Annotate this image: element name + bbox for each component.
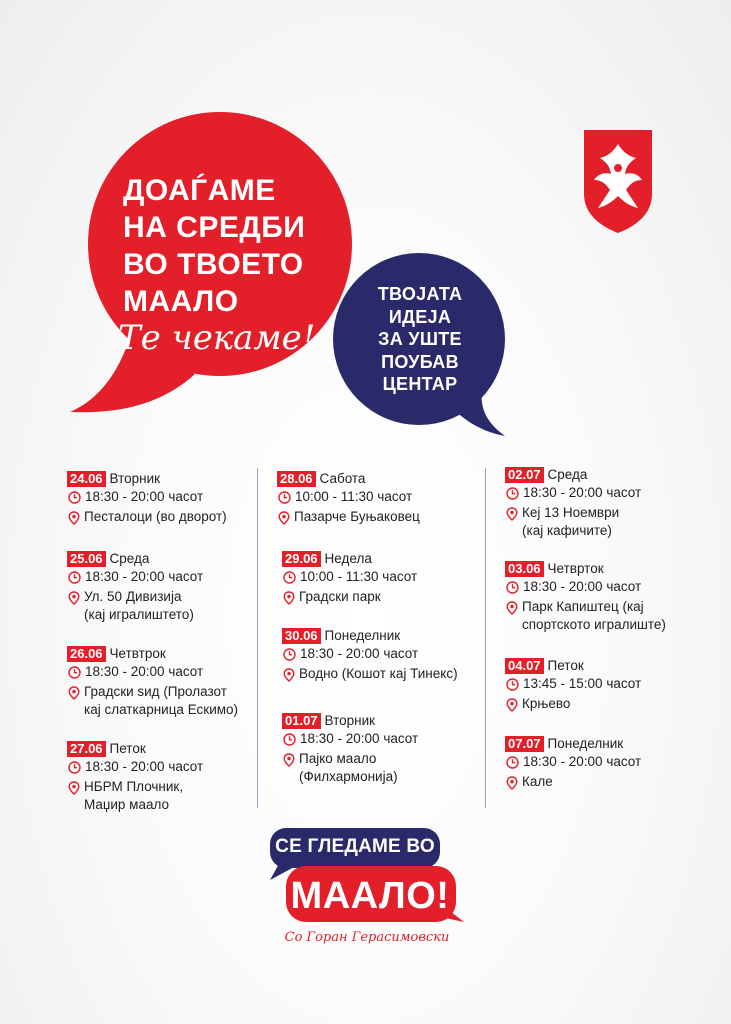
event-time: 10:00 - 11:30 часот [300, 568, 418, 584]
event-time: 18:30 - 20:00 часот [523, 578, 642, 594]
clock-icon [278, 488, 291, 509]
event-place: Градски ѕид (Пролазот кај слаткарница Ескимо) [84, 684, 239, 717]
event-day: Петок [547, 658, 584, 673]
clock-icon [506, 753, 519, 774]
location-pin-icon [506, 773, 518, 795]
event-place: Песталоци (во дворот) [84, 509, 227, 524]
event-day: Вторник [324, 713, 376, 728]
column-divider [257, 468, 258, 808]
event-day: Вторник [109, 471, 161, 486]
location-pin-icon [68, 588, 80, 610]
event-date: 02.07 [505, 467, 544, 483]
clock-icon [506, 578, 519, 599]
event-date: 27.06 [67, 741, 106, 757]
event-time: 18:30 - 20:00 часот [523, 753, 642, 769]
event-place: Кале [522, 774, 553, 789]
event-item [505, 560, 666, 633]
event-day: Сабота [319, 471, 366, 486]
clock-icon [283, 730, 296, 751]
clock-icon [68, 663, 81, 684]
event-day: Среда [109, 551, 150, 566]
event-time: 18:30 - 20:00 часот [300, 645, 419, 661]
event-place: Парк Капиштец (кај спортското игралиште) [522, 599, 666, 632]
clock-icon [68, 568, 81, 589]
location-pin-icon [68, 683, 80, 705]
event-day: Четвтрок [109, 646, 166, 661]
phoenix-shield-icon [580, 126, 656, 236]
location-pin-icon [68, 778, 80, 800]
event-date: 30.06 [282, 628, 321, 644]
event-time: 18:30 - 20:00 часот [300, 730, 419, 746]
event-date: 26.06 [67, 646, 106, 662]
event-place: Кеј 13 Ноември (кај кафичите) [522, 505, 620, 538]
event-place: Ул. 50 Дивизија (кај игралиштето) [84, 589, 194, 622]
clock-icon [506, 675, 519, 696]
event-date: 04.07 [505, 658, 544, 674]
location-pin-icon [283, 588, 295, 610]
location-pin-icon [283, 665, 295, 687]
event-place: Градски парк [299, 589, 381, 604]
event-item [67, 470, 227, 530]
headline-line: МААЛО [123, 285, 239, 318]
idea-line: ИДЕЈА [388, 306, 452, 327]
event-day: Понеделник [324, 628, 401, 643]
clock-icon [283, 645, 296, 666]
event-time: 18:30 - 20:00 часот [85, 488, 204, 504]
event-day: Четврток [547, 561, 604, 576]
location-pin-icon [68, 508, 80, 530]
event-time: 13:45 - 15:00 часот [523, 675, 642, 691]
idea-line: ТВОЈАТА [377, 284, 463, 304]
event-place: НБРМ Плочник, Маџир маало [84, 779, 184, 812]
headline-line: ВО ТВОЕТО [123, 248, 304, 281]
location-pin-icon [506, 504, 518, 526]
idea-line: ЗА УШТЕ [378, 329, 462, 349]
logo-top-text: СЕ ГЛЕДАМЕ ВО [275, 836, 435, 857]
event-date: 03.06 [505, 561, 544, 577]
event-item [67, 740, 203, 813]
location-pin-icon [283, 750, 295, 772]
event-item [67, 550, 203, 623]
event-time: 18:30 - 20:00 часот [85, 758, 204, 774]
event-place: Пазарче Буњаковец [294, 509, 420, 524]
logo-subtitle: Со Горан Герасимовски [284, 930, 450, 945]
headline-line: ДОАЃАМЕ [123, 174, 276, 207]
location-pin-icon [278, 508, 290, 530]
event-time: 18:30 - 20:00 часот [85, 663, 204, 679]
event-date: 07.07 [505, 736, 544, 752]
event-item [282, 627, 458, 687]
event-time: 18:30 - 20:00 часот [523, 484, 642, 500]
tagline: Те чекаме! [118, 318, 316, 358]
location-pin-icon [506, 695, 518, 717]
event-item [277, 470, 420, 530]
clock-icon [283, 568, 296, 589]
event-item [67, 645, 238, 718]
event-item [282, 550, 417, 610]
event-day: Недела [324, 551, 372, 566]
column-divider [485, 468, 486, 808]
clock-icon [68, 758, 81, 779]
event-item [282, 712, 418, 785]
idea-line: ПОУБАВ [381, 351, 459, 372]
location-pin-icon [506, 598, 518, 620]
event-item [505, 466, 641, 539]
headline [123, 172, 305, 320]
clock-icon [506, 484, 519, 505]
event-day: Среда [547, 467, 588, 482]
idea-line: ЦЕНТАР [382, 374, 458, 394]
event-date: 29.06 [282, 551, 321, 567]
event-date: 25.06 [67, 551, 106, 567]
headline-line: НА СРЕДБИ [123, 211, 306, 244]
event-date: 01.07 [282, 713, 321, 729]
event-time: 10:00 - 11:30 часот [295, 488, 413, 504]
event-day: Понеделник [547, 736, 624, 751]
event-time: 18:30 - 20:00 часот [85, 568, 204, 584]
clock-icon [68, 488, 81, 509]
event-date: 24.06 [67, 471, 106, 487]
idea-bubble-text [333, 283, 507, 396]
logo-main-text: МААЛО! [290, 875, 450, 917]
event-place: Крњево [522, 696, 571, 711]
event-day: Петок [109, 741, 146, 756]
event-item [505, 735, 641, 795]
event-place: Водно (Кошот кај Тинекс) [299, 666, 458, 681]
event-item [505, 657, 641, 717]
event-place: Пајко маало (Филхармонија) [299, 751, 398, 784]
event-date: 28.06 [277, 471, 316, 487]
